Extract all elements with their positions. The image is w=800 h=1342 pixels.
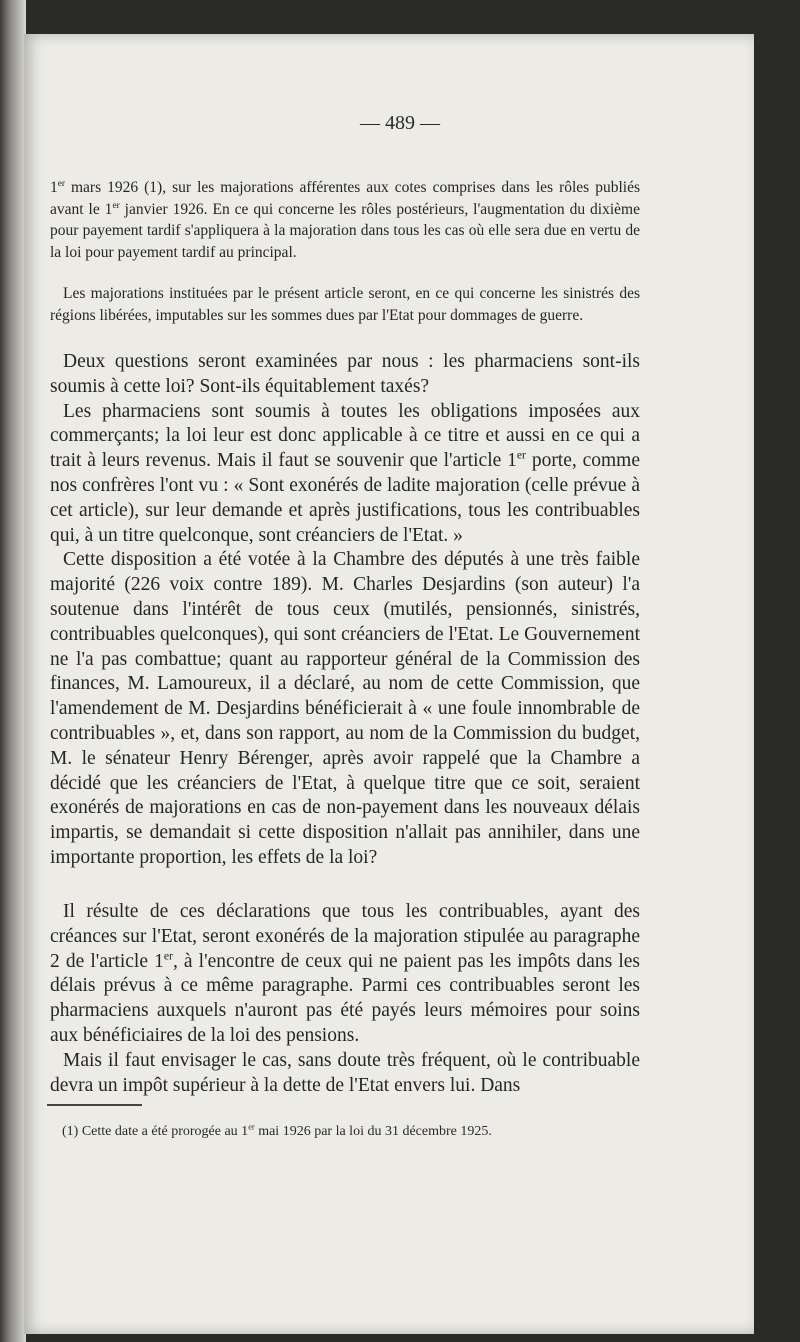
footnote xyxy=(62,1124,662,1140)
superscript: er xyxy=(516,448,526,462)
paragraph-questions: Deux questions seront examinées par nous : les pharmaciens sont-ils soumis à cette loi? Sont-ils équitablement taxés? xyxy=(50,351,640,397)
superscript: er xyxy=(57,178,65,189)
quote-text: Les majorations instituées par le présent article seront, en ce qui concerne les sinistrés des régions libérées, imputables sur les sommes dues par l'Etat pour dommages de guerre. xyxy=(50,285,640,324)
paragraph-obligations xyxy=(50,400,640,549)
paragraph-text: porte, comme nos confrères l'ont vu : « Sont exonérés de ladite majoration (celle prévue à cet article), sur leur demande et après justifications, tous les contribuables qui, à un titre quelconque, sont créanciers de l'Etat. » xyxy=(50,450,640,546)
paragraph-text: Les pharmaciens sont soumis à toutes les obligations imposées aux commerçants; la loi leur est donc applicable à ce titre et aussi en ce qui a trait à leurs revenus. Mais il faut se souvenir que l'article 1 xyxy=(50,400,640,472)
superscript: er xyxy=(112,200,120,211)
superscript: er xyxy=(248,1122,255,1132)
page-number: — 489 — xyxy=(360,112,440,134)
paragraph-text: , à l'encontre de ceux qui ne paient pas les impôts dans les délais prévus à ce même paragraphe. Parmi ces contribuables seront les pharmaciens auxquels n'auront pas été payés leurs mémoires pour soins aux bénéficiaires de la loi des pensions. xyxy=(50,950,640,1046)
main-text-section-1 xyxy=(50,350,640,871)
footnote-divider xyxy=(47,1104,142,1106)
footnote-text: mai 1926 par la loi du 31 décembre 1925. xyxy=(254,1124,492,1139)
paragraph-contribuable-case: Mais il faut envisager le cas, sans doute très fréquent, où le contribuable devra un impôt supérieur à la dette de l'Etat envers lui. Dans xyxy=(50,1049,640,1096)
paragraph-text: Il résulte de ces déclarations que tous les contribuables, ayant des créances sur l'Etat, seront exonérés de la majoration stipulée au paragraphe 2 de l'article 1 xyxy=(50,901,640,972)
main-text-section-2 xyxy=(50,900,640,1098)
superscript: er xyxy=(163,949,173,963)
quoted-law-paragraph-1: 1er mars 1926 (1), sur les majorations afférentes aux cotes comprises dans les rôles publiés avant le 1er janvier 1926. En ce qui concerne les rôles postérieurs, l'augmentation du dixième pour payement tardif s'appliquera à la majoration dans tous les cas où elle sera due en vertu de la loi pour payement tardif au principal. xyxy=(50,178,640,261)
quoted-law-paragraph-2 xyxy=(50,283,640,326)
paragraph-disposition: Cette disposition a été votée à la Chambre des députés à une très faible majorité (226 voix contre 189). M. Charles Desjardins (son auteur) l'a soutenue dans l'intérêt de tous ceux (mutilés, pensionnés, sinistrés, contribuables quelconques), qui sont créanciers de l'Etat. Le Gouvernement ne l'a pas combattue; quant au rapporteur général de la Commission des finances, M. Lamoureux, il a déclaré, au nom de cette Commission, que l'amendement de M. Desjardins bénéficierait à « une foule innombrable de contribuables », et, dans son rapport, au nom de la Commission du budget, M. le sénateur Henry Bérenger, après avoir rappelé que la Chambre a décidé que les créanciers de l'Etat, à quelque titre que ce soit, seraient exonérés de majorations en cas de non-payement dans les nouveaux délais impartis, se demandait si cette disposition n'allait pas annihiler, dans une importante proportion, les effets de la loi? xyxy=(50,549,640,868)
footnote-text: (1) Cette date a été prorogée au 1 xyxy=(62,1124,249,1139)
quote-text: janvier 1926. En ce qui concerne les rôles postérieurs, l'augmentation du dixième pour payement tardif s'appliquera à la majoration dans tous les cas où elle sera due en vertu de la loi pour payement tardif au principal. xyxy=(50,200,640,261)
book-binding-edge xyxy=(0,0,26,1342)
quote-text: mars 1926 (1), sur les majorations afférentes aux cotes comprises dans les rôles publiés avant le 1 xyxy=(50,179,640,218)
paragraph-declarations xyxy=(50,900,640,1049)
